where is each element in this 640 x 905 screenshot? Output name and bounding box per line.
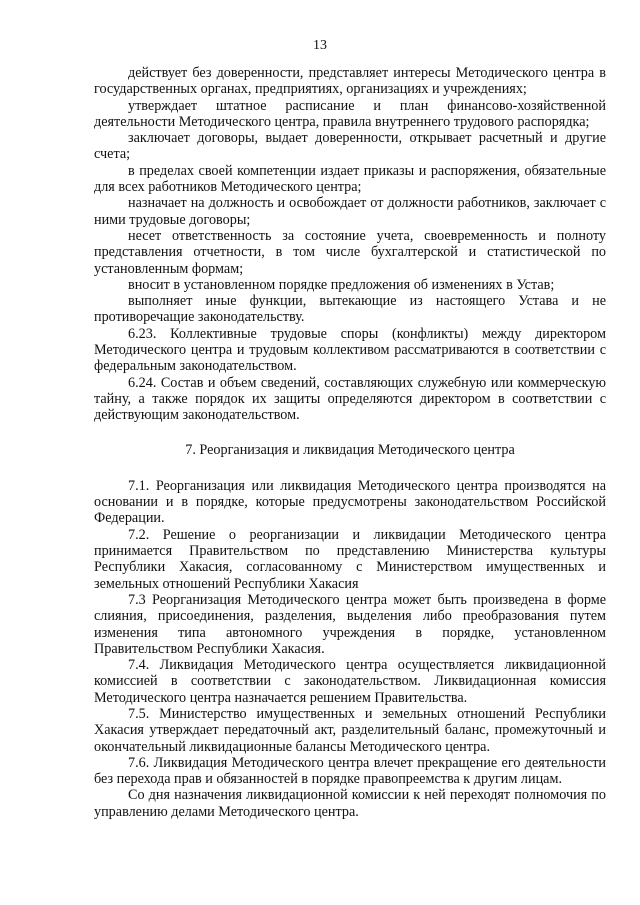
- paragraph: 6.23. Коллективные трудовые споры (конфликты) между директором Методического центра и трудовым коллективом рассматриваются в соответствии с федеральным законодательством.: [94, 325, 606, 375]
- section-paragraph: 7.1. Реорганизация или ликвидация Методического центра производятся на основании и в порядке, которые предусмотрены законодательством Российской Федерации.: [94, 477, 606, 527]
- paragraph: 6.24. Состав и объем сведений, составляющих служебную или коммерческую тайну, а также порядок их защиты определяются директором в соответствии с действующим законодательством.: [94, 374, 606, 424]
- paragraph: действует без доверенности, представляет интересы Методического центра в государственных органах, предприятиях, организациях и учреждениях;: [94, 65, 606, 98]
- section-paragraph: 7.6. Ликвидация Методического центра влечет прекращение его деятельности без перехода прав и обязанностей в порядке правопреемства к другим лицам.: [94, 754, 606, 788]
- section-paragraph: Со дня назначения ликвидационной комиссии к ней переходят полномочия по управлению делами Методического центра.: [94, 787, 606, 820]
- paragraph: несет ответственность за состояние учета, своевременность и полноту представления отчетности, в том числе бухгалтерской и статистической по установленным формам;: [94, 227, 606, 277]
- section-paragraph: 7.5. Министерство имущественных и земельных отношений Республики Хакасия утверждает передаточный акт, разделительный баланс, промежуточный и окончательный ликвидационные балансы Методического центра.: [94, 705, 606, 755]
- paragraph: вносит в установленном порядке предложения об изменениях в Устав;: [128, 276, 555, 293]
- paragraph: утверждает штатное расписание и план финансово-хозяйственной деятельности Методического центра, правила внутреннего трудового распорядка;: [94, 97, 606, 130]
- paragraph: выполняет иные функции, вытекающие из настоящего Устава и не противоречащие законодательству.: [94, 293, 606, 326]
- section-paragraph: 7.3 Реорганизация Методического центра может быть произведена в форме слияния, присоединения, разделения, выделения либо преобразования путем изменения типа автономного учреждения в порядке, установленном Правительством Республики Хакасия.: [94, 591, 606, 657]
- section-paragraph: 7.4. Ликвидация Методического центра осуществляется ликвидационной комиссией в соответствии с законодательством. Ликвидационная комиссия Методического центра назначается решением Правительства.: [94, 657, 606, 706]
- section-title: 7. Реорганизация и ликвидация Методического центра: [185, 441, 515, 458]
- document-body: [94, 65, 606, 820]
- paragraph: в пределах своей компетенции издает приказы и распоряжения, обязательные для всех работников Методического центра;: [94, 162, 606, 196]
- section-paragraph: 7.2. Решение о реорганизации и ликвидации Методического центра принимается Правительством по представлению Министерства культуры Республики Хакасия, согласованному с Министерством имущественных и земельных отношений Республики Хакасия: [94, 526, 606, 592]
- paragraph: заключает договоры, выдает доверенности, открывает расчетный и другие счета;: [94, 130, 606, 163]
- page-number: 13: [313, 38, 327, 53]
- paragraph: назначает на должность и освобождает от должности работников, заключает с ними трудовые договоры;: [94, 195, 606, 228]
